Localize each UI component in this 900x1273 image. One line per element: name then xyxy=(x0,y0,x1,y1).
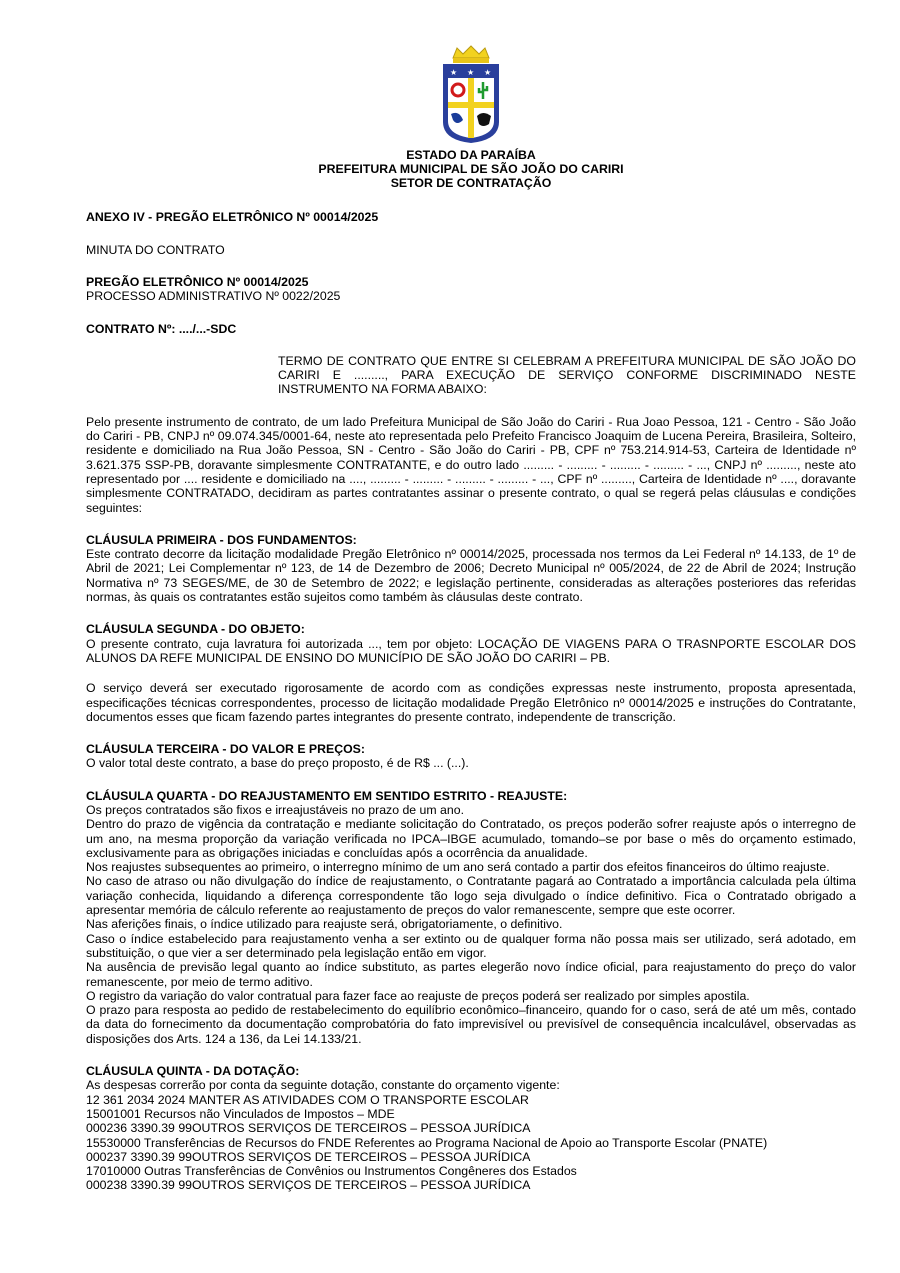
clause-2-text-2: O serviço deverá ser executado rigorosamente de acordo com as condições expressas neste instrumento, proposta apresentada, especificações técnicas correspondentes, processo de licitação modalidade Pregão Eletrônico nº 00014/2025 e instruções do Contratante, documentos esses que ficam fazendo partes integrantes do presente contrato, independente de transcrição. xyxy=(86,681,856,724)
contract-preamble: TERMO DE CONTRATO QUE ENTRE SI CELEBRAM A PREFEITURA MUNICIPAL DE SÃO JOÃO DO CARIRI E ........., PARA EXECUÇÃO DE SERVIÇO CONFORME DISCRIMINADO NESTE INSTRUMENTO NA FORMA ABAIXO: xyxy=(278,353,856,397)
clause-4-paragraph: Na ausência de previsão legal quanto ao índice substituto, as partes elegerão novo índice oficial, para reajustamento do preço do valor remanescente, por meio de termo aditivo. xyxy=(86,960,856,989)
contract-intro: Pelo presente instrumento de contrato, de um lado Prefeitura Municipal de São João do Cariri - Rua Joao Pessoa, 121 - Centro - São João do Cariri - PB, CNPJ nº 09.074.345/0001-64, neste ato representada pelo Prefeito Francisco Joaquim de Lucena Pereira, Brasileira, Solteiro, residente e domiciliado na Rua João Pessoa, SN - Centro - São João do Cariri - PB, CPF nº 753.214.914-53, Carteira de Identidade nº 3.621.375 SSP-PB, doravante simplesmente CONTRATANTE, e do outro lado ......... - ......... - ......... - ......... - ..., CNPJ nº ........., neste ato representado por .... residente e domiciliado na ...., ......... - ......... - ......... - ......... - ..., CPF nº ........., Carteira de Identidade nº ...., doravante simplesmente CONTRATADO, decidiram as partes contratantes assinar o presente contrato, o qual se regerá pelas cláusulas e condições seguintes: xyxy=(86,414,856,515)
clause-3-title: CLÁUSULA TERCEIRA - DO VALOR E PREÇOS: xyxy=(86,742,365,757)
dotacao-line: 15001001 Recursos não Vinculados de Impostos – MDE xyxy=(86,1106,395,1121)
state-name: ESTADO DA PARAÍBA xyxy=(406,148,536,162)
sector-name: SETOR DE CONTRATAÇÃO xyxy=(390,175,552,190)
clause-4-paragraph: O prazo para resposta ao pedido de restabelecimento do equilíbrio econômico–financeiro, quando for o caso, será de até um mês, contado da data do fornecimento da documentação comprobatória do fato imprevisível ou previsível de consequência incalculável, observadas as disposições dos Arts. 124 a 136, da Lei 14.133/21. xyxy=(86,1003,856,1046)
clause-4-paragraph: Nos reajustes subsequentes ao primeiro, o interregno mínimo de um ano será contado a partir dos efeitos financeiros do último reajuste. xyxy=(86,860,830,875)
clause-4-paragraph: O registro da variação do valor contratual para fazer face ao reajuste de preços poderá ser realizado por simples apostila. xyxy=(86,988,750,1003)
dotacao-line: 15530000 Transferências de Recursos do FNDE Referentes ao Programa Nacional de Apoio ao Transporte Escolar (PNATE) xyxy=(86,1135,768,1150)
dotacao-line: As despesas correrão por conta da seguinte dotação, constante do orçamento vigente: xyxy=(86,1078,560,1093)
svg-text:★: ★ xyxy=(484,68,492,77)
pregao-number: PREGÃO ELETRÔNICO Nº 00014/2025 xyxy=(86,274,309,289)
clause-4-body xyxy=(86,803,856,1046)
clause-5-body xyxy=(86,1078,856,1192)
municipal-crest-icon xyxy=(439,44,503,144)
dotacao-line: 000238 3390.39 99OUTROS SERVIÇOS DE TERCEIROS – PESSOA JURÍDICA xyxy=(86,1178,531,1193)
clause-4-paragraph: Os preços contratados são fixos e irreajustáveis no prazo de um ano. xyxy=(86,803,464,817)
minuta-title: MINUTA DO CONTRATO xyxy=(86,242,225,257)
clause-2-title: CLÁUSULA SEGUNDA - DO OBJETO: xyxy=(86,622,305,637)
clause-5-title: CLÁUSULA QUINTA - DA DOTAÇÃO: xyxy=(86,1064,300,1079)
document-header xyxy=(86,149,856,190)
dotacao-line: 000236 3390.39 99OUTROS SERVIÇOS DE TERCEIROS – PESSOA JURÍDICA xyxy=(86,1121,531,1136)
clause-2-text-1: O presente contrato, cuja lavratura foi autorizada ..., tem por objeto: LOCAÇÃO DE VIAGENS PARA O TRASNPORTE ESCOLAR DOS ALUNOS DA REFE MUNICIPAL DE ENSINO DO MUNICÍPIO DE SÃO JOÃO DO CARIRI – PB. xyxy=(86,636,856,665)
processo-number: PROCESSO ADMINISTRATIVO Nº 0022/2025 xyxy=(86,289,341,304)
municipality-name: PREFEITURA MUNICIPAL DE SÃO JOÃO DO CARIRI xyxy=(318,161,624,176)
svg-text:★: ★ xyxy=(450,68,458,77)
dotacao-line: 000237 3390.39 99OUTROS SERVIÇOS DE TERCEIROS – PESSOA JURÍDICA xyxy=(86,1149,531,1164)
svg-text:★: ★ xyxy=(467,68,475,77)
clause-4-paragraph: Caso o índice estabelecido para reajustamento venha a ser extinto ou de qualquer forma não possa mais ser utilizado, será adotado, em substituição, o que vier a ser determinado pela legislação então em vigor. xyxy=(86,931,856,960)
annex-title: ANEXO IV - PREGÃO ELETRÔNICO Nº 00014/2025 xyxy=(86,210,379,225)
document-page xyxy=(86,44,856,1193)
clause-4-paragraph: No caso de atraso ou não divulgação do índice de reajustamento, o Contratante pagará ao Contratado a importância calculada pela última variação conhecida, liquidando a diferença correspondente tão logo seja divulgado o índice definitivo. Fica o Contratado obrigado a apresentar memória de cálculo referente ao reajustamento de preços do valor remanescente, sempre que este ocorrer. xyxy=(86,874,856,918)
clause-4-paragraph: Dentro do prazo de vigência da contratação e mediante solicitação do Contratado, os preços poderão sofrer reajuste após o interregno de um ano, na mesma proporção da variação verificada no IPCA–IBGE acumulado, tomando–se por base o mês do orçamento estimado, exclusivamente para as obrigações iniciadas e concluídas após a ocorrência da anualidade. xyxy=(86,817,856,860)
clause-1-title: CLÁUSULA PRIMEIRA - DOS FUNDAMENTOS: xyxy=(86,532,357,547)
dotacao-line: 12 361 2034 2024 MANTER AS ATIVIDADES COM O TRANSPORTE ESCOLAR xyxy=(86,1092,529,1107)
contrato-number: CONTRATO Nº: ..../...-SDC xyxy=(86,321,237,336)
clause-4-title: CLÁUSULA QUARTA - DO REAJUSTAMENTO EM SENTIDO ESTRITO - REAJUSTE: xyxy=(86,788,568,803)
clause-4-paragraph: Nas aferições finais, o índice utilizado para reajuste será, obrigatoriamente, o definitivo. xyxy=(86,917,563,932)
dotacao-line: 17010000 Outras Transferências de Convênios ou Instrumentos Congêneres dos Estados xyxy=(86,1164,577,1179)
clause-3-text: O valor total deste contrato, a base do preço proposto, é de R$ ... (...). xyxy=(86,756,469,771)
clause-1-text: Este contrato decorre da licitação modalidade Pregão Eletrônico nº 00014/2025, processada nos termos da Lei Federal nº 14.133, de 1º de Abril de 2021; Lei Complementar nº 123, de 14 de Dezembro de 2006; Decreto Municipal nº 005/2024, de 22 de Abril de 2024; Instrução Normativa nº 73 SEGES/ME, de 30 de Setembro de 2022; e legislação pertinente, consideradas as alterações posteriores das referidas normas, às quais os contratantes estão sujeitos como também às cláusulas deste contrato. xyxy=(86,547,856,605)
